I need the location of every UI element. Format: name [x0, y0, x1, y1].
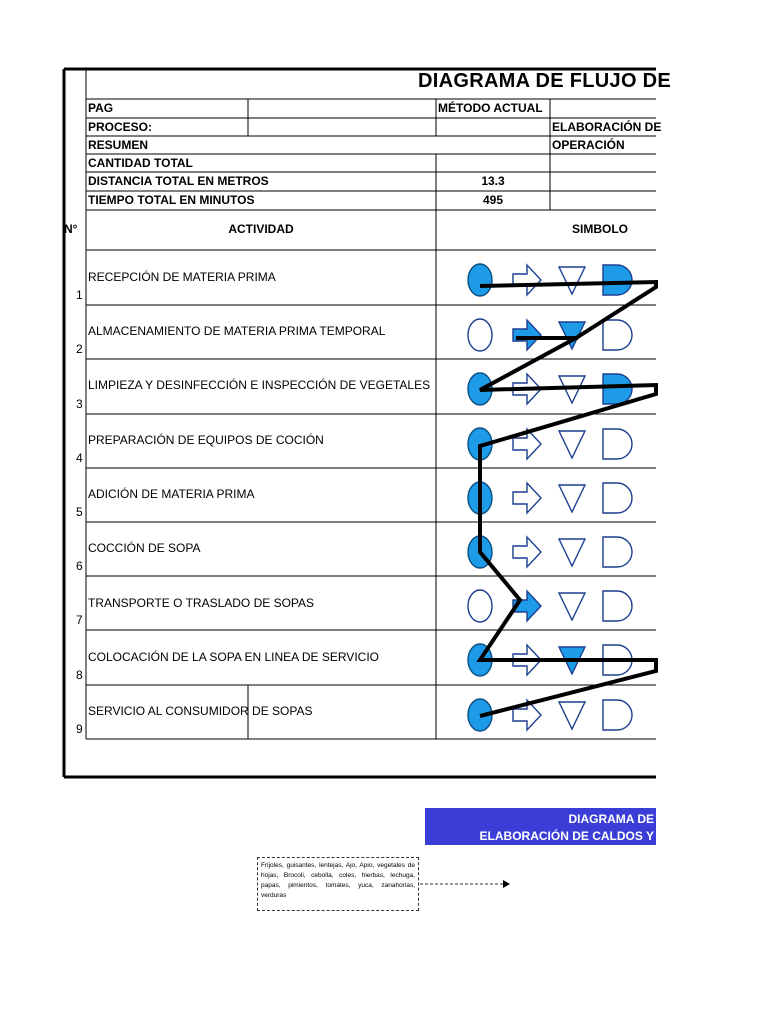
activity-label: LIMPIEZA Y DESINFECCIÓN E INSPECCIÓN DE VEGETALES: [88, 378, 431, 392]
activity-number: 8: [76, 668, 83, 682]
activity-number: 4: [76, 451, 83, 465]
metodo-label: MÉTODO ACTUAL: [438, 101, 543, 115]
storage-triangle-icon: [559, 539, 585, 566]
activity-number: 5: [76, 505, 83, 519]
pag-label: PAG: [88, 101, 114, 115]
activity-label: ADICIÓN DE MATERIA PRIMA: [88, 487, 255, 501]
delay-d-icon: [603, 537, 632, 567]
transport-arrow-icon: [513, 483, 541, 513]
proceso-label: PROCESO:: [88, 120, 153, 134]
distancia-value: 13.3: [481, 174, 505, 188]
transport-arrow-icon: [513, 265, 541, 295]
page-title: DIAGRAMA DE FLUJO DE: [418, 70, 672, 92]
column-actividad-header: ACTIVIDAD: [228, 222, 294, 236]
operation-circle-icon: [468, 264, 492, 296]
delay-d-icon: [603, 320, 632, 350]
transport-arrow-icon: [513, 537, 541, 567]
storage-triangle-icon: [559, 431, 585, 458]
note-arrow-head: [503, 880, 510, 888]
activity-label: ALMACENAMIENTO DE MATERIA PRIMA TEMPORAL: [88, 324, 386, 338]
tiempo-value: 495: [482, 193, 504, 207]
activity-number: 9: [76, 722, 83, 736]
delay-d-icon: [603, 374, 632, 404]
delay-d-icon: [603, 265, 632, 295]
delay-d-icon: [603, 700, 632, 730]
operacion-label: OPERACIÓN: [552, 138, 625, 152]
activity-number: 6: [76, 559, 83, 573]
delay-d-icon: [603, 429, 632, 459]
column-num-header: N°: [64, 222, 78, 236]
activity-number: 1: [76, 288, 83, 302]
activity-number: 2: [76, 342, 83, 356]
distancia-label: DISTANCIA TOTAL EN METROS: [88, 174, 269, 188]
diagram-banner: [425, 808, 656, 845]
delay-d-icon: [603, 483, 632, 513]
resumen-label: RESUMEN: [88, 138, 149, 152]
banner-line-1: DIAGRAMA DE: [568, 812, 654, 826]
storage-triangle-icon: [559, 702, 585, 729]
tiempo-label: TIEMPO TOTAL EN MINUTOS: [88, 193, 255, 207]
storage-triangle-icon: [559, 267, 585, 294]
storage-triangle-icon: [559, 485, 585, 512]
cantidad-label: CANTIDAD TOTAL: [88, 156, 193, 170]
elaboracion-label: ELABORACIÓN DE: [552, 120, 662, 134]
activity-label: RECEPCIÓN DE MATERIA PRIMA: [88, 270, 276, 284]
delay-d-icon: [603, 591, 632, 621]
ingredients-note: Frijoles, guisantes, lentejas, Ajo, Apio, vegetales de hojas, Brocoli, cebolla, coles, hierbas, lechuga, papas, pimientos, tomates, yuca, zanahorias, verduras: [257, 857, 419, 911]
column-simbolo-header: SIMBOLO: [572, 222, 628, 236]
operation-circle-icon: [468, 590, 492, 622]
activity-number: 7: [76, 613, 83, 627]
activity-label: COCCIÓN DE SOPA: [88, 541, 201, 555]
transport-arrow-icon: [513, 320, 541, 350]
banner-line-2: ELABORACIÓN DE CALDOS Y: [479, 829, 654, 843]
operation-circle-icon: [468, 319, 492, 351]
storage-triangle-icon: [559, 593, 585, 620]
activity-label: SERVICIO AL CONSUMIDOR DE SOPAS: [88, 704, 313, 718]
activity-label: COLOCACIÓN DE LA SOPA EN LINEA DE SERVICIO: [88, 650, 379, 664]
activity-label: PREPARACIÓN DE EQUIPOS DE COCIÓN: [88, 433, 324, 447]
activity-number: 3: [76, 397, 83, 411]
activity-label: TRANSPORTE O TRASLADO DE SOPAS: [88, 596, 315, 610]
